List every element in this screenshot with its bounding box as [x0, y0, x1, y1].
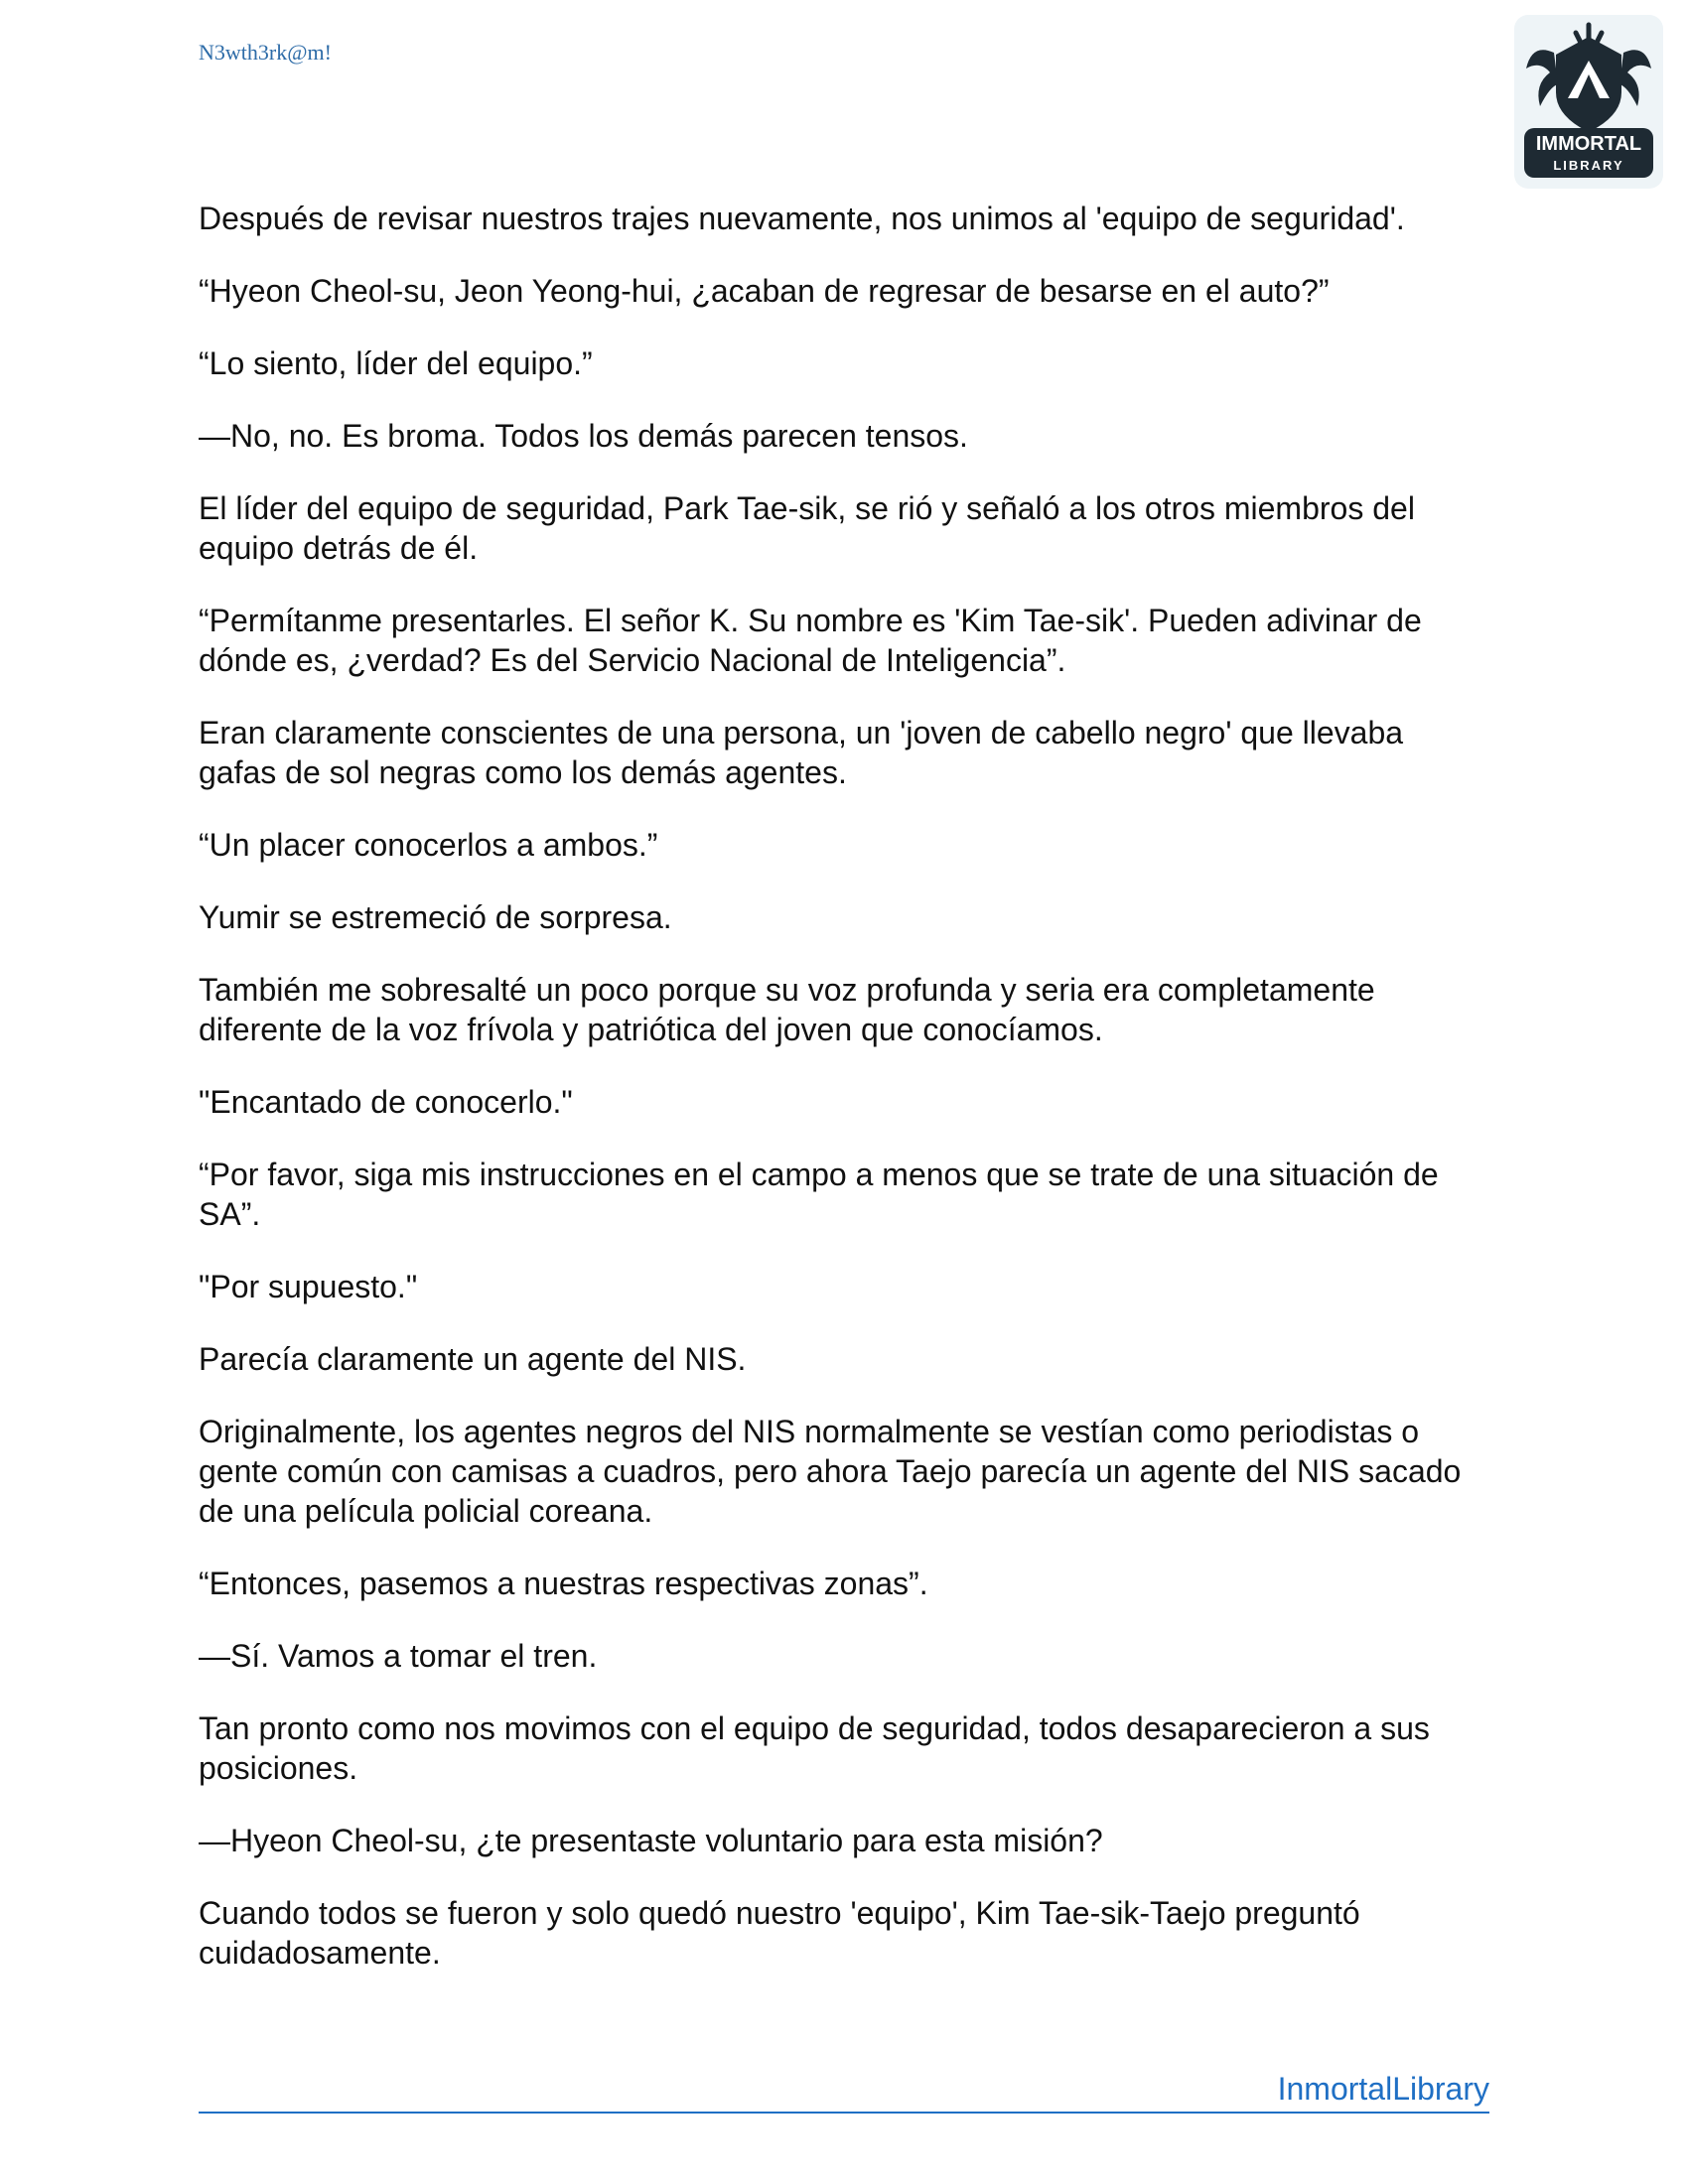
paragraph: El líder del equipo de seguridad, Park Tae-sik, se rió y señaló a los otros miembros del equipo detrás de él.	[199, 490, 1415, 566]
paragraph: Tan pronto como nos movimos con el equipo de seguridad, todos desaparecieron a sus posiciones.	[199, 1710, 1430, 1786]
paragraph: —Hyeon Cheol-su, ¿te presentaste voluntario para esta misión?	[199, 1823, 1103, 1858]
footer-link[interactable]: InmortalLibrary	[1277, 2071, 1489, 2107]
paragraph: “Permítanme presentarles. El señor K. Su nombre es 'Kim Tae-sik'. Pueden adivinar de dónde es, ¿verdad? Es del Servicio Nacional de Inteligencia”.	[199, 603, 1422, 678]
header-tag: N3wth3rk@m!	[199, 40, 332, 65]
logo-line1: IMMORTAL	[1535, 133, 1642, 155]
paragraph: Parecía claramente un agente del NIS.	[199, 1341, 747, 1377]
paragraph: "Por supuesto."	[199, 1269, 418, 1304]
paragraph: Después de revisar nuestros trajes nuevamente, nos unimos al 'equipo de seguridad'.	[199, 201, 1405, 236]
immortal-library-logo	[1514, 15, 1663, 189]
paragraph: “Un placer conocerlos a ambos.”	[199, 827, 658, 863]
logo-line2: LIBRARY	[1553, 158, 1624, 173]
paragraph: “Hyeon Cheol-su, Jeon Yeong-hui, ¿acaban de regresar de besarse en el auto?”	[199, 273, 1330, 309]
paragraph: “Lo siento, líder del equipo.”	[199, 345, 593, 381]
paragraph: —No, no. Es broma. Todos los demás parecen tensos.	[199, 418, 968, 454]
paragraph: Eran claramente conscientes de una persona, un 'joven de cabello negro' que llevaba gafas de sol negras como los demás agentes.	[199, 715, 1404, 790]
paragraph: Cuando todos se fueron y solo quedó nuestro 'equipo', Kim Tae-sik-Taejo preguntó cuidadosamente.	[199, 1895, 1360, 1971]
paragraph: —Sí. Vamos a tomar el tren.	[199, 1638, 598, 1674]
paragraph: También me sobresalté un poco porque su voz profunda y seria era completamente diferente de la voz frívola y patriótica del joven que conocíamos.	[199, 972, 1375, 1047]
paragraph: "Encantado de conocerlo."	[199, 1084, 573, 1120]
body-text	[199, 199, 1489, 2005]
paragraph: “Por favor, siga mis instrucciones en el campo a menos que se trate de una situación de SA”.	[199, 1157, 1439, 1232]
paragraph: Originalmente, los agentes negros del NIS normalmente se vestían como periodistas o gente común con camisas a cuadros, pero ahora Taejo parecía un agente del NIS sacado de una película policial coreana.	[199, 1414, 1462, 1529]
paragraph: Yumir se estremeció de sorpresa.	[199, 899, 672, 935]
footer	[199, 2071, 1489, 2114]
paragraph: “Entonces, pasemos a nuestras respectivas zonas”.	[199, 1566, 928, 1601]
